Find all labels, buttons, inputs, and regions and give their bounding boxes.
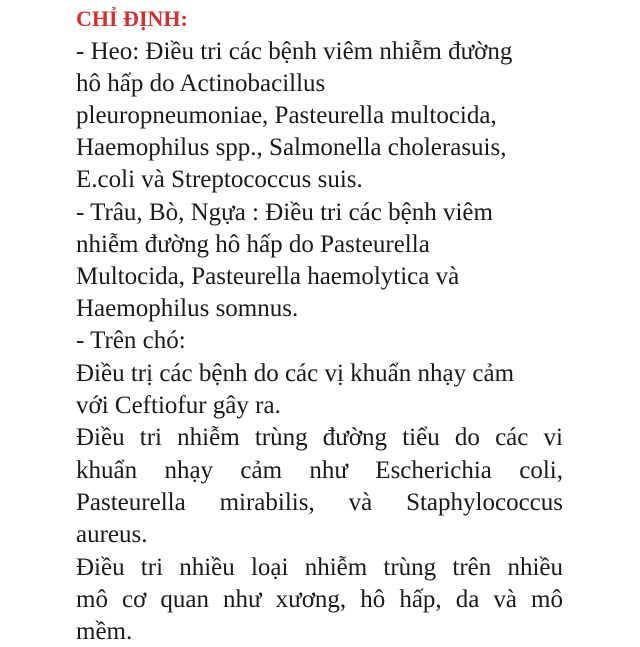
text-line: Điều tri nhiễm trùng đường tiểu do các vi — [76, 424, 563, 451]
text-line: aureus. — [76, 521, 148, 548]
text-line: Multocida, Pasteurella haemolytica và — [76, 263, 460, 290]
text-line: Điều trị các bệnh do các vị khuẩn nhạy cảm — [76, 360, 515, 387]
text-line: với Ceftiofur gây ra. — [76, 392, 281, 419]
text-line: - Trên chó: — [76, 327, 186, 354]
text-line: Haemophilus spp., Salmonella cholerasuis, — [76, 134, 507, 161]
text-line: Pasteurella mirabilis, và Staphylococcus — [76, 489, 563, 516]
text-line: Điều tri nhiều loại nhiễm trùng trên nhiều — [76, 554, 563, 581]
text-line: E.coli và Streptococcus suis. — [76, 166, 363, 193]
text-line: mềm. — [76, 618, 133, 645]
text-line: nhiễm đường hô hấp do Pasteurella — [76, 231, 430, 258]
text-line: hô hấp do Actinobacillus — [76, 70, 326, 97]
section-heading: CHỈ ĐỊNH: — [76, 6, 188, 31]
text-line: - Heo: Điều tri các bệnh viêm nhiễm đường — [76, 38, 513, 65]
text-line: Haemophilus somnus. — [76, 295, 299, 322]
text-line: khuẩn nhạy cảm như Escherichia coli, — [76, 457, 563, 484]
text-line: mô cơ quan như xương, hô hấp, da và mô — [76, 586, 563, 613]
text-line: - Trâu, Bò, Ngựa : Điều tri các bệnh viêm — [76, 199, 493, 226]
text-line: pleuropneumoniae, Pasteurella multocida, — [76, 102, 497, 129]
